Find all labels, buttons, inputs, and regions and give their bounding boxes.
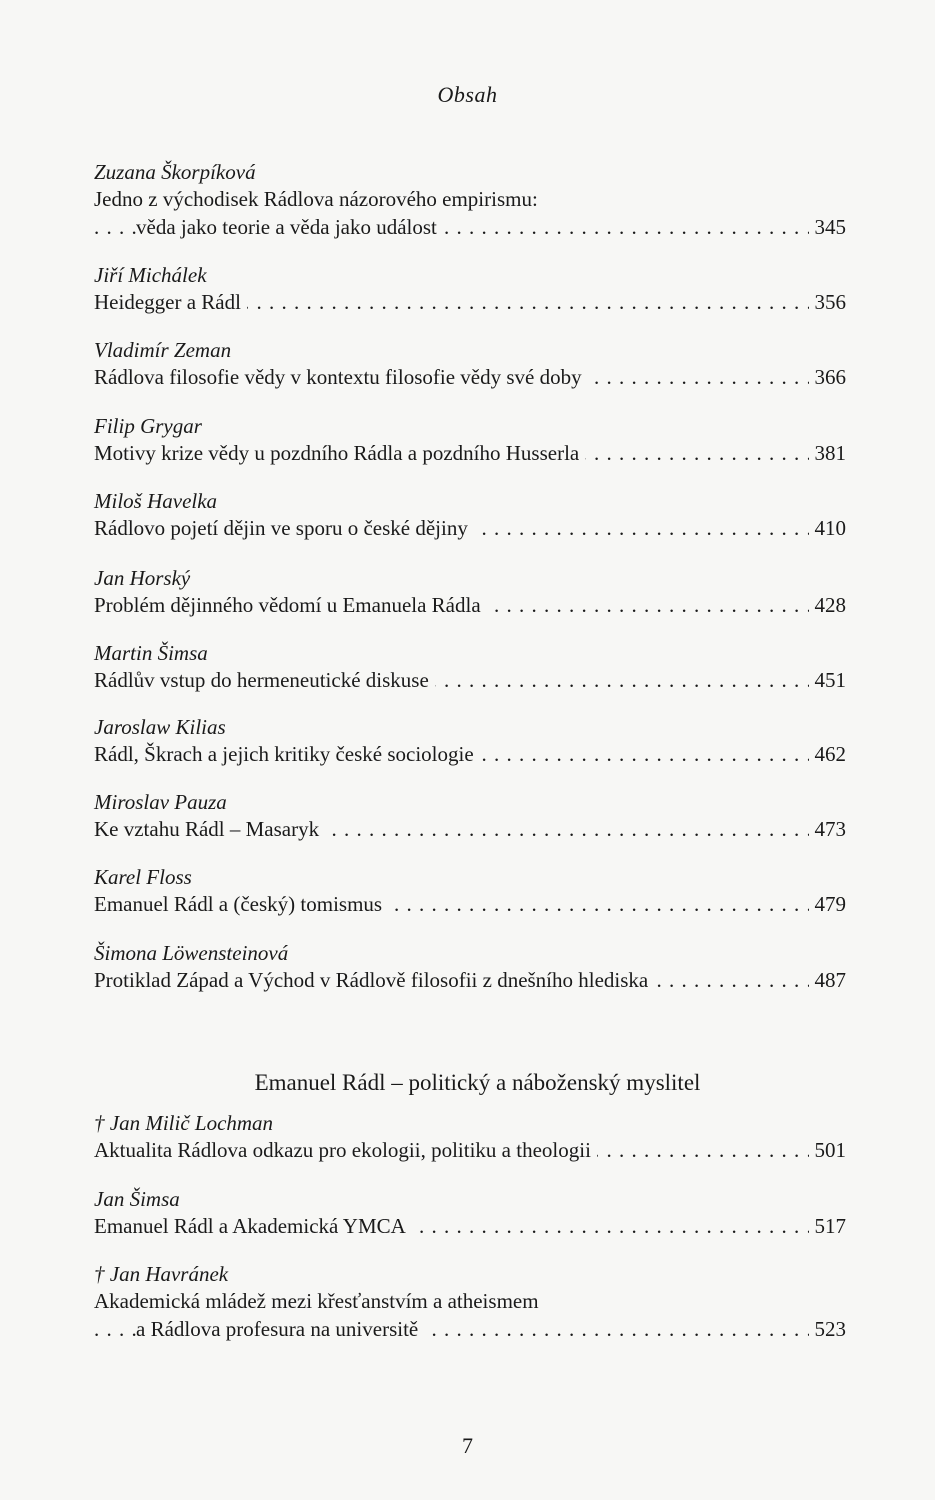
entry-page-number: 428 bbox=[809, 591, 847, 619]
entry-page-number: 462 bbox=[809, 740, 847, 768]
toc-entry bbox=[94, 640, 846, 694]
entry-author: Miloš Havelka bbox=[94, 489, 218, 513]
entry-page-number: 523 bbox=[809, 1315, 847, 1343]
entry-title-line: a Rádlova profesura na universitě 523 . . . bbox=[94, 1315, 846, 1343]
entry-author: Jaroslaw Kilias bbox=[94, 715, 226, 739]
entry-page-number: 479 bbox=[809, 890, 847, 918]
entry-author: † Jan Havránek bbox=[94, 1262, 229, 1286]
entry-page-number: 381 bbox=[809, 439, 847, 467]
entry-title-line: Aktualita Rádlova odkazu pro ekologii, politiku a theologii 501 . . . bbox=[94, 1136, 846, 1164]
entry-author: Filip Grygar bbox=[94, 414, 202, 438]
toc-entry bbox=[94, 1110, 846, 1164]
entry-author: Jiří Michálek bbox=[94, 263, 207, 287]
entry-page-number: 501 bbox=[809, 1136, 847, 1164]
entry-page-number: 366 bbox=[809, 363, 847, 391]
entry-title-line: Problém dějinného vědomí u Emanuela Rádla 428 . . . bbox=[94, 591, 846, 619]
toc-entry bbox=[94, 488, 846, 542]
entry-author: † Jan Milič Lochman bbox=[94, 1111, 274, 1135]
entry-title-line: věda jako teorie a věda jako událost 345 . . . bbox=[94, 213, 846, 241]
entry-author: Šimona Löwensteinová bbox=[94, 941, 289, 965]
entry-page-number: 356 bbox=[809, 288, 847, 316]
entry-title-line: Motivy krize vědy u pozdního Rádla a pozdního Husserla 381 . . . bbox=[94, 439, 846, 467]
entry-title-line: Protiklad Západ a Východ v Rádlově filosofii z dnešního hlediska 487 . . . bbox=[94, 966, 846, 994]
entry-author: Zuzana Škorpíková bbox=[94, 160, 256, 184]
entry-page-number: 517 bbox=[809, 1212, 847, 1240]
toc-entry bbox=[94, 159, 846, 241]
entry-title-line: Rádl, Škrach a jejich kritiky české sociologie 462 . . . bbox=[94, 740, 846, 768]
entry-title-line: Heidegger a Rádl 356 . . . bbox=[94, 288, 846, 316]
entry-author: Jan Horský bbox=[94, 566, 191, 590]
entry-title-line: Emanuel Rádl a (český) tomismus 479 . . . bbox=[94, 890, 846, 918]
entry-page-number: 451 bbox=[809, 666, 847, 694]
entry-page-number: 473 bbox=[809, 815, 847, 843]
entry-title-line: Akademická mládež mezi křesťanstvím a atheismem bbox=[94, 1287, 846, 1315]
toc-entry bbox=[94, 789, 846, 843]
entry-author: Martin Šimsa bbox=[94, 641, 208, 665]
entry-author: Jan Šimsa bbox=[94, 1187, 180, 1211]
toc-entry bbox=[94, 565, 846, 619]
toc-entry bbox=[94, 864, 846, 918]
toc-entry bbox=[94, 262, 846, 316]
entry-page-number: 487 bbox=[809, 966, 847, 994]
section-heading: Emanuel Rádl – politický a náboženský myslitel bbox=[254, 1070, 701, 1095]
toc-entry bbox=[94, 1261, 846, 1343]
entry-author: Vladimír Zeman bbox=[94, 338, 232, 362]
entry-title-line: Emanuel Rádl a Akademická YMCA 517 . . . bbox=[94, 1212, 846, 1240]
entry-author: Miroslav Pauza bbox=[94, 790, 227, 814]
entry-title-line: Jedno z východisek Rádlova názorového empirismu: bbox=[94, 185, 846, 213]
entry-title-line: Ke vztahu Rádl – Masaryk 473 . . . bbox=[94, 815, 846, 843]
entry-title-line: Rádlův vstup do hermeneutické diskuse 451 . . . bbox=[94, 666, 846, 694]
toc-entry bbox=[94, 940, 846, 994]
toc-title: Obsah bbox=[437, 82, 498, 107]
entry-title-line: Rádlovo pojetí dějin ve sporu o české dějiny 410 . . . bbox=[94, 514, 846, 542]
page-number: 7 bbox=[462, 1433, 473, 1458]
toc-entry bbox=[94, 337, 846, 391]
entry-page-number: 345 bbox=[809, 213, 847, 241]
entry-title-line: Rádlova filosofie vědy v kontextu filosofie vědy své doby 366 . . . bbox=[94, 363, 846, 391]
entry-page-number: 410 bbox=[809, 514, 847, 542]
toc-entry bbox=[94, 714, 846, 768]
toc-entry bbox=[94, 413, 846, 467]
toc-entry bbox=[94, 1186, 846, 1240]
entry-author: Karel Floss bbox=[94, 865, 192, 889]
